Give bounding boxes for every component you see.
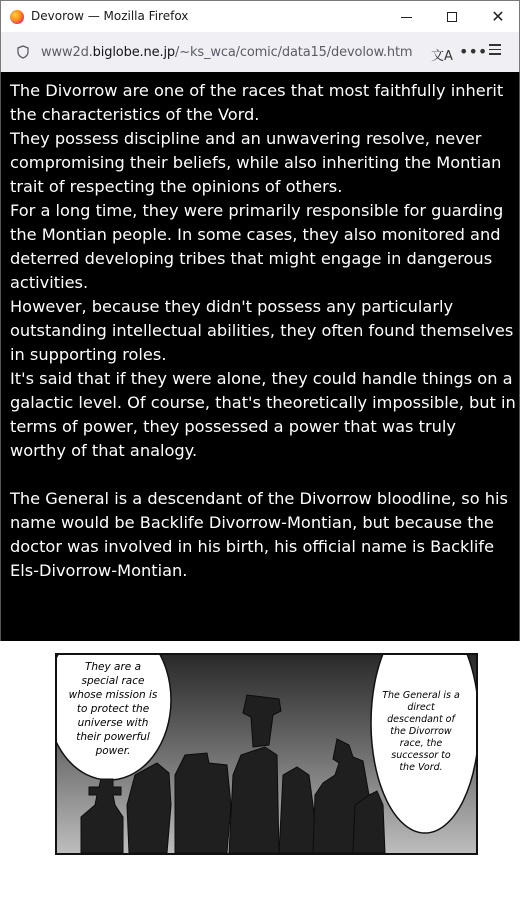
close-button[interactable]	[475, 1, 520, 33]
paragraph: However, because they didn't possess any particularly outstanding intellectual abilities, they often found themselves in supporting roles.	[10, 297, 514, 364]
url-path: /~ks_wca/comic/data15/devolow.htm	[175, 45, 413, 60]
shield-icon[interactable]	[17, 45, 29, 59]
maximize-icon	[447, 12, 457, 22]
paragraph	[10, 463, 516, 487]
minimize-icon	[401, 17, 412, 18]
minimize-button[interactable]	[383, 1, 429, 33]
maximize-button[interactable]	[429, 1, 475, 33]
close-icon: ✕	[491, 7, 505, 26]
hamburger-menu-icon[interactable]	[489, 44, 501, 54]
paragraph: It's said that if they were alone, they could handle things on a galactic level. Of course, that's theoretically impossible, but in terms of power, they possessed a power that was truly worthy of that analogy.	[10, 369, 516, 460]
article-text	[10, 79, 516, 583]
url-prefix: www2d.	[41, 45, 93, 60]
window-title: Devorow — Mozilla Firefox	[31, 9, 189, 23]
paragraph: They possess discipline and an unwavering resolve, never compromising their beliefs, while also inheriting the Montian trait of respecting the opinions of others.	[10, 129, 502, 196]
more-options-icon[interactable]: •••	[459, 42, 488, 61]
comic-panel	[55, 653, 478, 855]
url-text[interactable]	[41, 45, 412, 60]
left-balloon-text: They are a special race whose mission is to protect the universe with their powerful power.	[68, 661, 158, 757]
title-bar	[0, 0, 520, 32]
firefox-logo-icon	[10, 10, 24, 24]
url-domain: biglobe.ne.jp	[92, 45, 176, 60]
address-bar[interactable]	[7, 36, 488, 68]
page-content	[0, 72, 520, 641]
translate-icon[interactable]: 文A	[431, 49, 453, 64]
paragraph: For a long time, they were primarily responsible for guarding the Montian people. In some cases, they also monitored and deterred developing tribes that might engage in dangerous activities.	[10, 201, 504, 292]
paragraph: The Divorrow are one of the races that most faithfully inherit the characteristics of the Vord.	[10, 81, 504, 124]
right-balloon-text: The General is a direct descendant of the Divorrow race, the successor to the Vord.	[382, 690, 460, 773]
navigation-toolbar	[0, 32, 520, 72]
paragraph: The General is a descendant of the Divorrow bloodline, so his name would be Backlife Divorrow-Montian, but because the doctor was involved in his birth, his official name is Backlife Els-Divorrow-Montian.	[10, 489, 508, 580]
